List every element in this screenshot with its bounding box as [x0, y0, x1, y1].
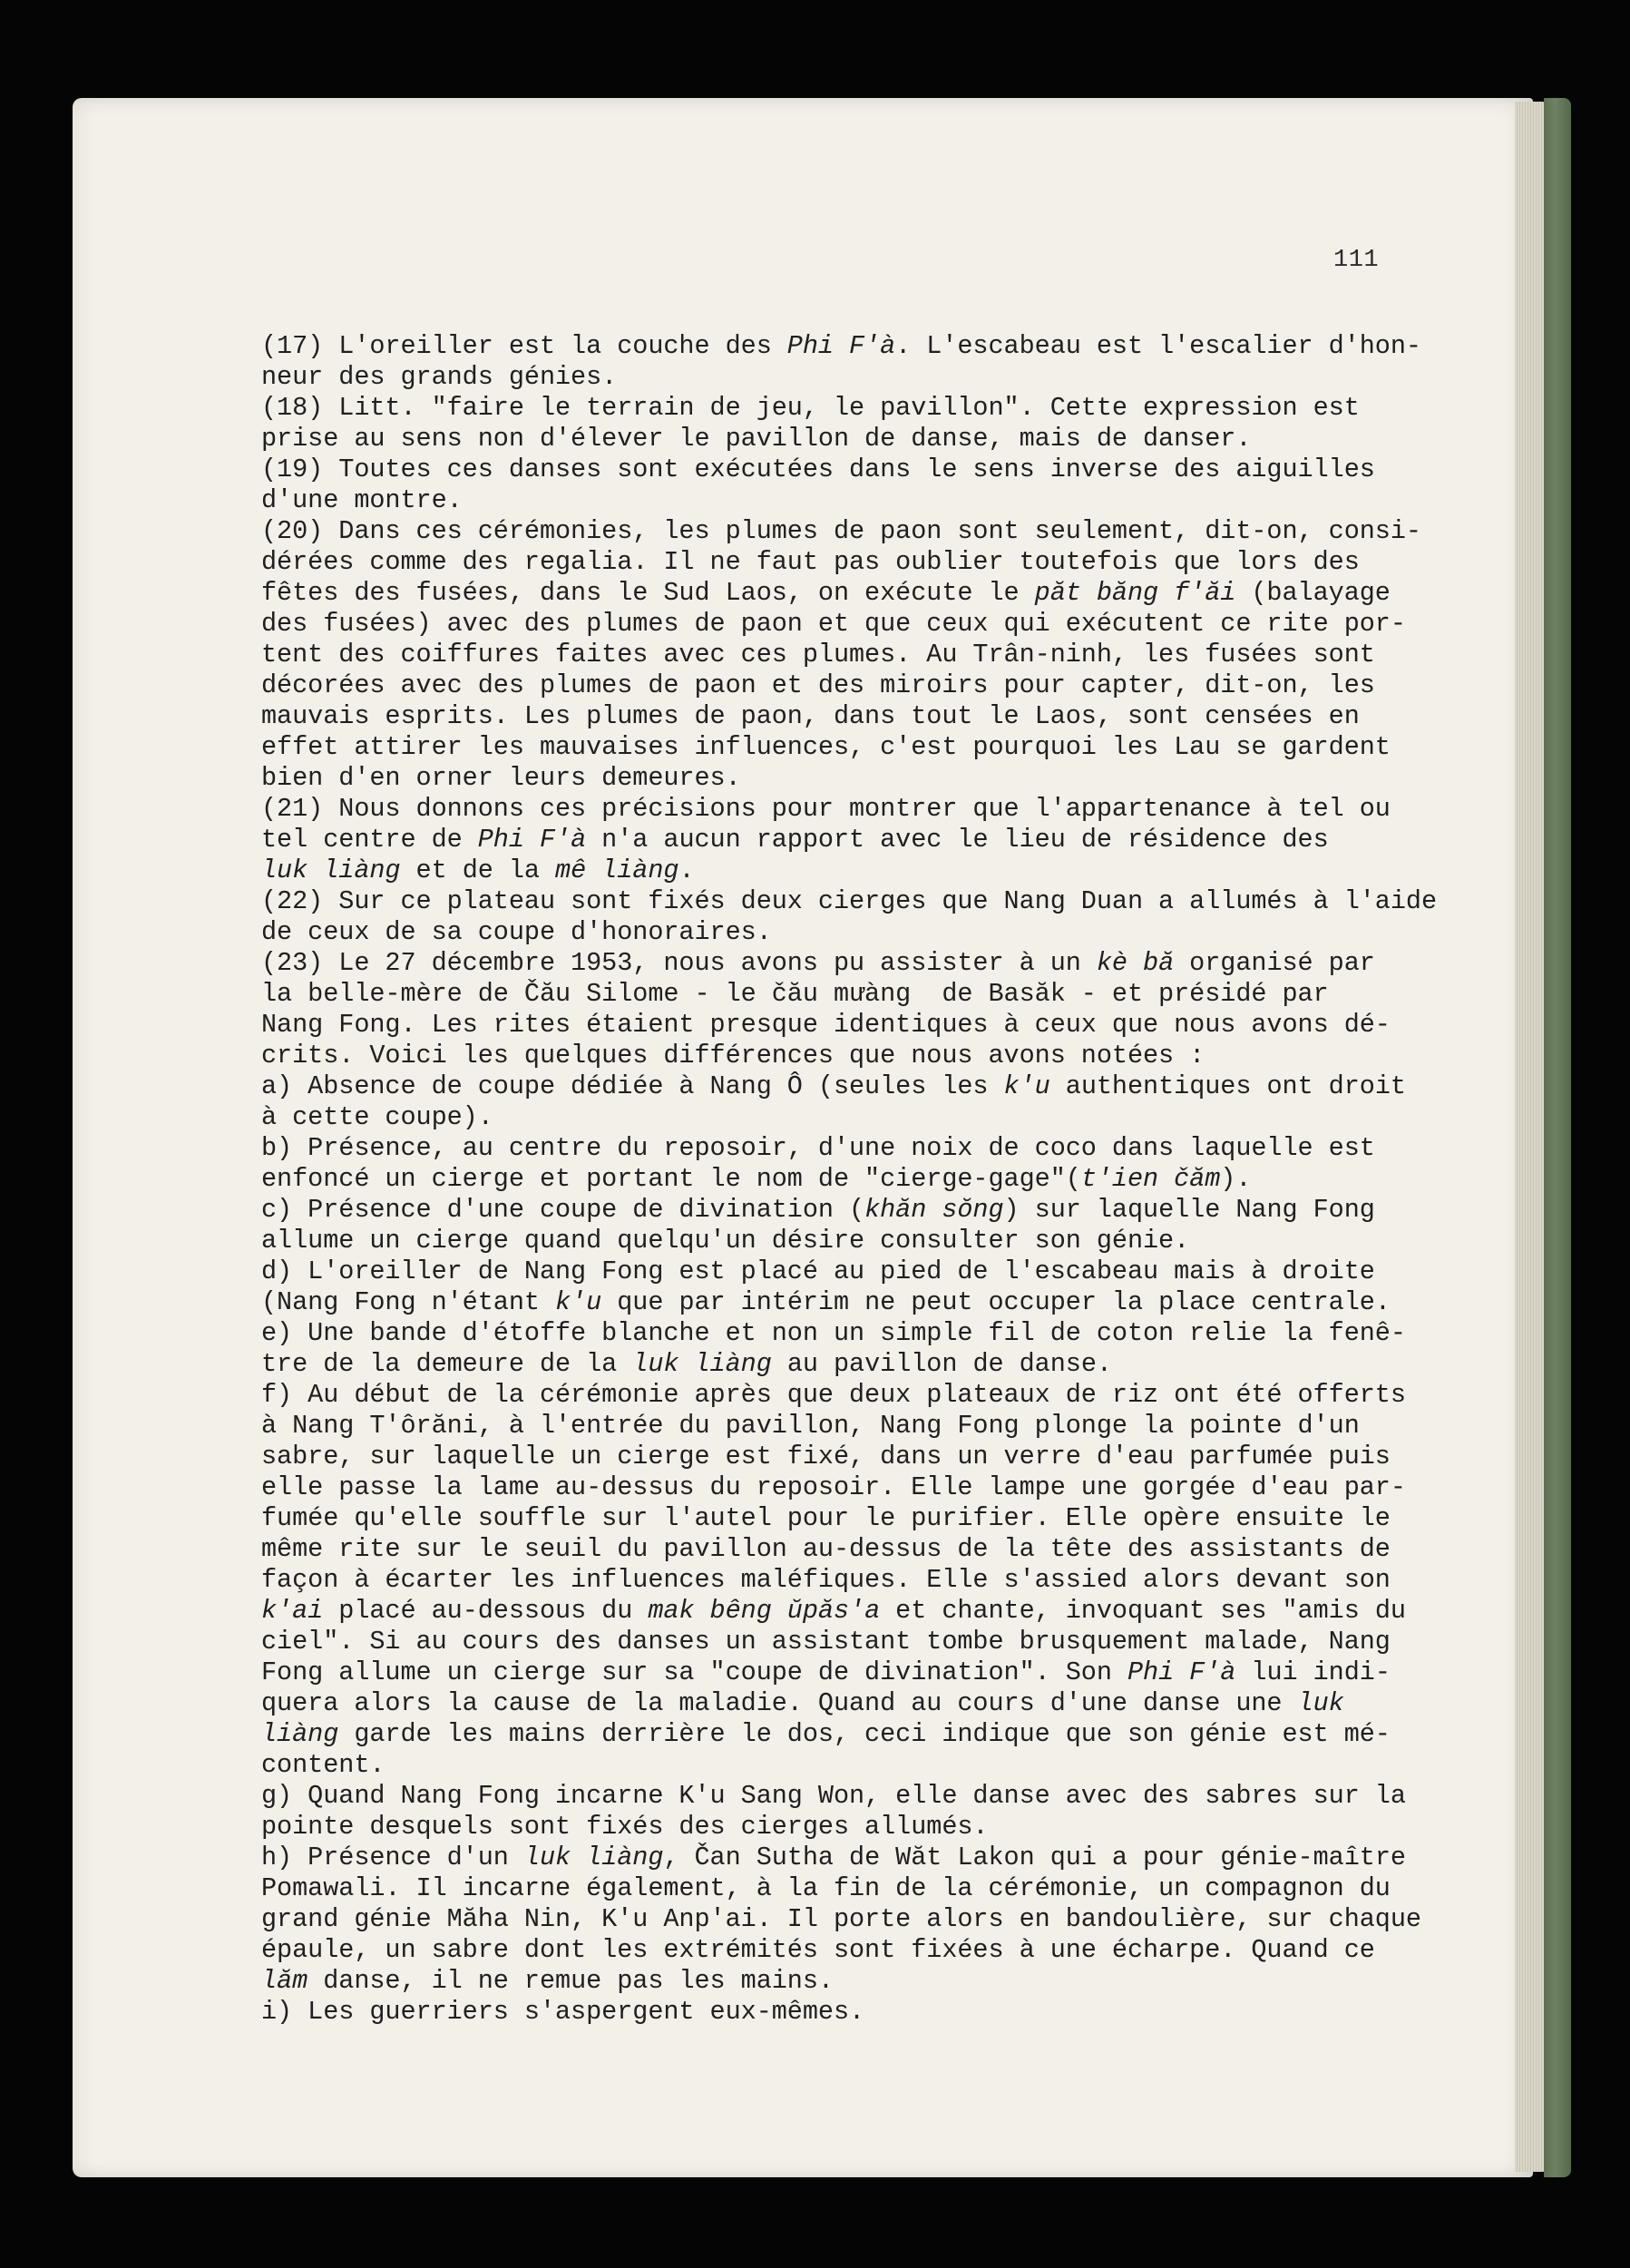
text-run: quera alors la cause de la maladie. Quand au cours d'une danse une	[261, 1688, 1298, 1718]
italic-term: liàng	[261, 1719, 339, 1749]
page-number: 111	[1333, 247, 1380, 274]
text-run: grand génie Măha Nin, K'u Anp'ai. Il porte alors en bandoulière, sur chaque	[261, 1904, 1421, 1934]
text-run: sabre, sur laquelle un cierge est fixé, dans un verre d'eau parfumée puis	[261, 1442, 1391, 1471]
text-line	[261, 1966, 834, 1996]
text-run: b) Présence, au centre du reposoir, d'une noix de coco dans laquelle est	[261, 1133, 1375, 1163]
text-line	[261, 1503, 1391, 1533]
text-line	[261, 1133, 1375, 1163]
text-run: d'une montre.	[261, 485, 463, 515]
text-line	[261, 1164, 1251, 1194]
page-edges	[1515, 102, 1547, 2172]
text-run: mauvais esprits. Les plumes de paon, dans tout le Laos, sont censées en	[261, 701, 1360, 731]
text-line	[261, 1750, 385, 1780]
italic-term: khăn sŏng	[864, 1195, 1004, 1225]
text-run: d) L'oreiller de Nang Fong est placé au pied de l'escabeau mais à droite	[261, 1256, 1375, 1286]
text-line	[261, 331, 1421, 361]
text-run: et de la	[400, 855, 556, 885]
text-run: lui indi-	[1235, 1657, 1391, 1687]
text-run: pointe desquels sont fixés des cierges allumés.	[261, 1812, 989, 1842]
text-line	[261, 578, 1391, 608]
text-run: tel centre de	[261, 825, 478, 855]
text-run: effet attirer les mauvaises influences, c'est pourquoi les Lau se gardent	[261, 732, 1391, 762]
text-run: danse, il ne remue pas les mains.	[307, 1966, 834, 1996]
italic-term: păt băng f'ăi	[1034, 578, 1236, 608]
text-run: Fong allume un cierge sur sa "coupe de divination". Son	[261, 1657, 1127, 1687]
text-line	[261, 1318, 1406, 1348]
italic-term: luk liàng	[632, 1349, 772, 1379]
text-line	[261, 1071, 1406, 1101]
text-run: même rite sur le seuil du pavillon au-dessus de la tête des assistants de	[261, 1534, 1391, 1564]
text-line	[261, 1287, 1391, 1317]
text-run: façon à écarter les influences maléfiques. Elle s'assied alors devant son	[261, 1565, 1391, 1595]
text-run: (23) Le 27 décembre 1953, nous avons pu assister à un	[261, 948, 1097, 978]
text-run: c) Présence d'une coupe de divination (	[261, 1195, 865, 1225]
text-run: (20) Dans ces cérémonies, les plumes de paon sont seulement, dit-on, consi-	[261, 516, 1421, 546]
italic-term: mak bêng ŭpăs'a	[648, 1596, 881, 1626]
text-run: garde les mains derrière le dos, ceci indique que son génie est mé-	[338, 1719, 1391, 1749]
text-run: fumée qu'elle souffle sur l'autel pour le purifier. Elle opère ensuite le	[261, 1503, 1391, 1533]
text-run: Pomawali. Il incarne également, à la fin de la cérémonie, un compagnon du	[261, 1873, 1391, 1903]
text-line	[261, 1442, 1391, 1471]
text-line	[261, 670, 1375, 700]
text-line	[261, 763, 741, 793]
text-run: organisé par	[1174, 948, 1375, 978]
text-line	[261, 825, 1329, 855]
text-line	[261, 1472, 1406, 1502]
text-line	[261, 393, 1360, 423]
text-line	[261, 732, 1391, 762]
text-line	[261, 1688, 1344, 1718]
italic-term: Phi F'à	[786, 331, 896, 361]
text-line	[261, 1380, 1406, 1410]
text-run: fêtes des fusées, dans le Sud Laos, on exécute le	[261, 578, 1035, 608]
text-line	[261, 1997, 864, 2027]
text-line	[261, 424, 1251, 454]
text-run: dérées comme des regalia. Il ne faut pas oublier toutefois que lors des	[261, 547, 1360, 577]
text-run: e) Une bande d'étoffe blanche et non un simple fil de coton relie la fenê-	[261, 1318, 1406, 1348]
text-run: neur des grands génies.	[261, 362, 618, 392]
text-run: (21) Nous donnons ces précisions pour montrer que l'appartenance à tel ou	[261, 794, 1391, 824]
text-run: (balayage	[1235, 578, 1391, 608]
text-run: ).	[1220, 1164, 1252, 1194]
text-run: au pavillon de danse.	[771, 1349, 1112, 1379]
text-line	[261, 1195, 1375, 1225]
text-line	[261, 1657, 1391, 1687]
text-run: authentiques ont droit	[1049, 1071, 1406, 1101]
text-line	[261, 1627, 1391, 1657]
text-line	[261, 609, 1406, 639]
text-run: tent des coiffures faites avec ces plumes. Au Trân-ninh, les fusées sont	[261, 640, 1375, 670]
italic-term: luk liàng	[261, 855, 401, 885]
text-line	[261, 948, 1375, 978]
text-line	[261, 979, 1329, 1009]
text-run: et chante, invoquant ses "amis du	[880, 1596, 1406, 1626]
italic-term: t'ien čăm	[1080, 1164, 1221, 1194]
text-run: . L'escabeau est l'escalier d'hon-	[895, 331, 1421, 361]
text-run: crits. Voici les quelques différences que nous avons notées :	[261, 1041, 1205, 1070]
text-run: prise au sens non d'élever le pavillon de danse, mais de danser.	[261, 424, 1252, 454]
text-line	[261, 855, 695, 885]
italic-term: luk liàng	[523, 1843, 664, 1872]
text-run: à cette coupe).	[261, 1102, 493, 1132]
text-line	[261, 794, 1391, 824]
text-run: des fusées) avec des plumes de paon et que ceux qui exécutent ce rite por-	[261, 609, 1406, 639]
italic-term: k'u	[1003, 1071, 1050, 1101]
text-run: .	[678, 855, 695, 885]
text-run: content.	[261, 1750, 386, 1780]
text-line	[261, 516, 1421, 546]
text-line	[261, 1565, 1391, 1595]
text-line	[261, 1935, 1375, 1965]
text-run: placé au-dessous du	[323, 1596, 649, 1626]
text-line	[261, 485, 463, 515]
italic-term: mê liàng	[555, 855, 679, 885]
text-line	[261, 1534, 1391, 1564]
text-run: que par intérim ne peut occuper la place centrale.	[601, 1287, 1391, 1317]
text-line	[261, 1010, 1391, 1040]
text-run: à Nang T'ôrăni, à l'entrée du pavillon, Nang Fong plonge la pointe d'un	[261, 1411, 1360, 1441]
text-run: la belle-mère de Čău Silome - le čău mưàng de Basăk - et présidé par	[261, 979, 1329, 1009]
text-line	[261, 455, 1375, 484]
text-run: g) Quand Nang Fong incarne K'u Sang Won, elle danse avec des sabres sur la	[261, 1781, 1406, 1811]
text-run: i) Les guerriers s'aspergent eux-mêmes.	[261, 1997, 865, 2027]
text-run: (18) Litt. "faire le terrain de jeu, le pavillon". Cette expression est	[261, 393, 1360, 423]
text-line	[261, 547, 1360, 577]
text-line	[261, 1812, 988, 1842]
text-line	[261, 1349, 1112, 1379]
text-line	[261, 1873, 1391, 1903]
italic-term: Phi F'à	[1127, 1657, 1236, 1687]
text-run: Nang Fong. Les rites étaient presque identiques à ceux que nous avons dé-	[261, 1010, 1391, 1040]
italic-term: Phi F'à	[477, 825, 587, 855]
text-line	[261, 1411, 1360, 1441]
text-run: , Čan Sutha de Wăt Lakon qui a pour génie-maître	[663, 1843, 1406, 1872]
text-line	[261, 1781, 1406, 1811]
text-run: allume un cierge quand quelqu'un désire consulter son génie.	[261, 1226, 1190, 1256]
text-run: n'a aucun rapport avec le lieu de résidence des	[586, 825, 1329, 855]
text-line	[261, 917, 772, 947]
text-run: elle passe la lame au-dessus du reposoir. Elle lampe une gorgée d'eau par-	[261, 1472, 1406, 1502]
text-line	[261, 1596, 1406, 1626]
text-line	[261, 640, 1375, 670]
text-line	[261, 1904, 1421, 1934]
italic-term: lăm	[261, 1966, 308, 1996]
text-line	[261, 1226, 1189, 1256]
text-run: épaule, un sabre dont les extrémités sont fixées à une écharpe. Quand ce	[261, 1935, 1375, 1965]
text-run: f) Au début de la cérémonie après que deux plateaux de riz ont été offerts	[261, 1380, 1406, 1410]
text-run: a) Absence de coupe dédiée à Nang Ô (seules les	[261, 1071, 1004, 1101]
text-run: bien d'en orner leurs demeures.	[261, 763, 741, 793]
text-line	[261, 1719, 1391, 1749]
text-run: de ceux de sa coupe d'honoraires.	[261, 917, 772, 947]
text-line	[261, 1843, 1406, 1872]
text-line	[261, 886, 1437, 916]
text-line	[261, 701, 1360, 731]
text-run: (17) L'oreiller est la couche des	[261, 331, 787, 361]
text-line	[261, 1102, 493, 1132]
text-run: ciel". Si au cours des danses un assistant tombe brusquement malade, Nang	[261, 1627, 1391, 1657]
text-run: tre de la demeure de la	[261, 1349, 633, 1379]
italic-term: kè bă	[1096, 948, 1175, 978]
text-line	[261, 362, 617, 392]
italic-term: luk	[1297, 1688, 1344, 1718]
book-cover-edge	[1544, 98, 1571, 2177]
text-line	[261, 1256, 1375, 1286]
text-run: h) Présence d'un	[261, 1843, 524, 1872]
text-run: (Nang Fong n'étant	[261, 1287, 556, 1317]
text-run: ) sur laquelle Nang Fong	[1003, 1195, 1375, 1225]
text-run: décorées avec des plumes de paon et des miroirs pour capter, dit-on, les	[261, 670, 1375, 700]
text-run: (22) Sur ce plateau sont fixés deux cierges que Nang Duan a allumés à l'aide	[261, 886, 1438, 916]
text-line	[261, 1041, 1205, 1070]
italic-term: k'ai	[261, 1596, 324, 1626]
italic-term: k'u	[555, 1287, 602, 1317]
text-run: (19) Toutes ces danses sont exécutées dans le sens inverse des aiguilles	[261, 455, 1375, 484]
text-run: enfoncé un cierge et portant le nom de "cierge-gage"(	[261, 1164, 1081, 1194]
